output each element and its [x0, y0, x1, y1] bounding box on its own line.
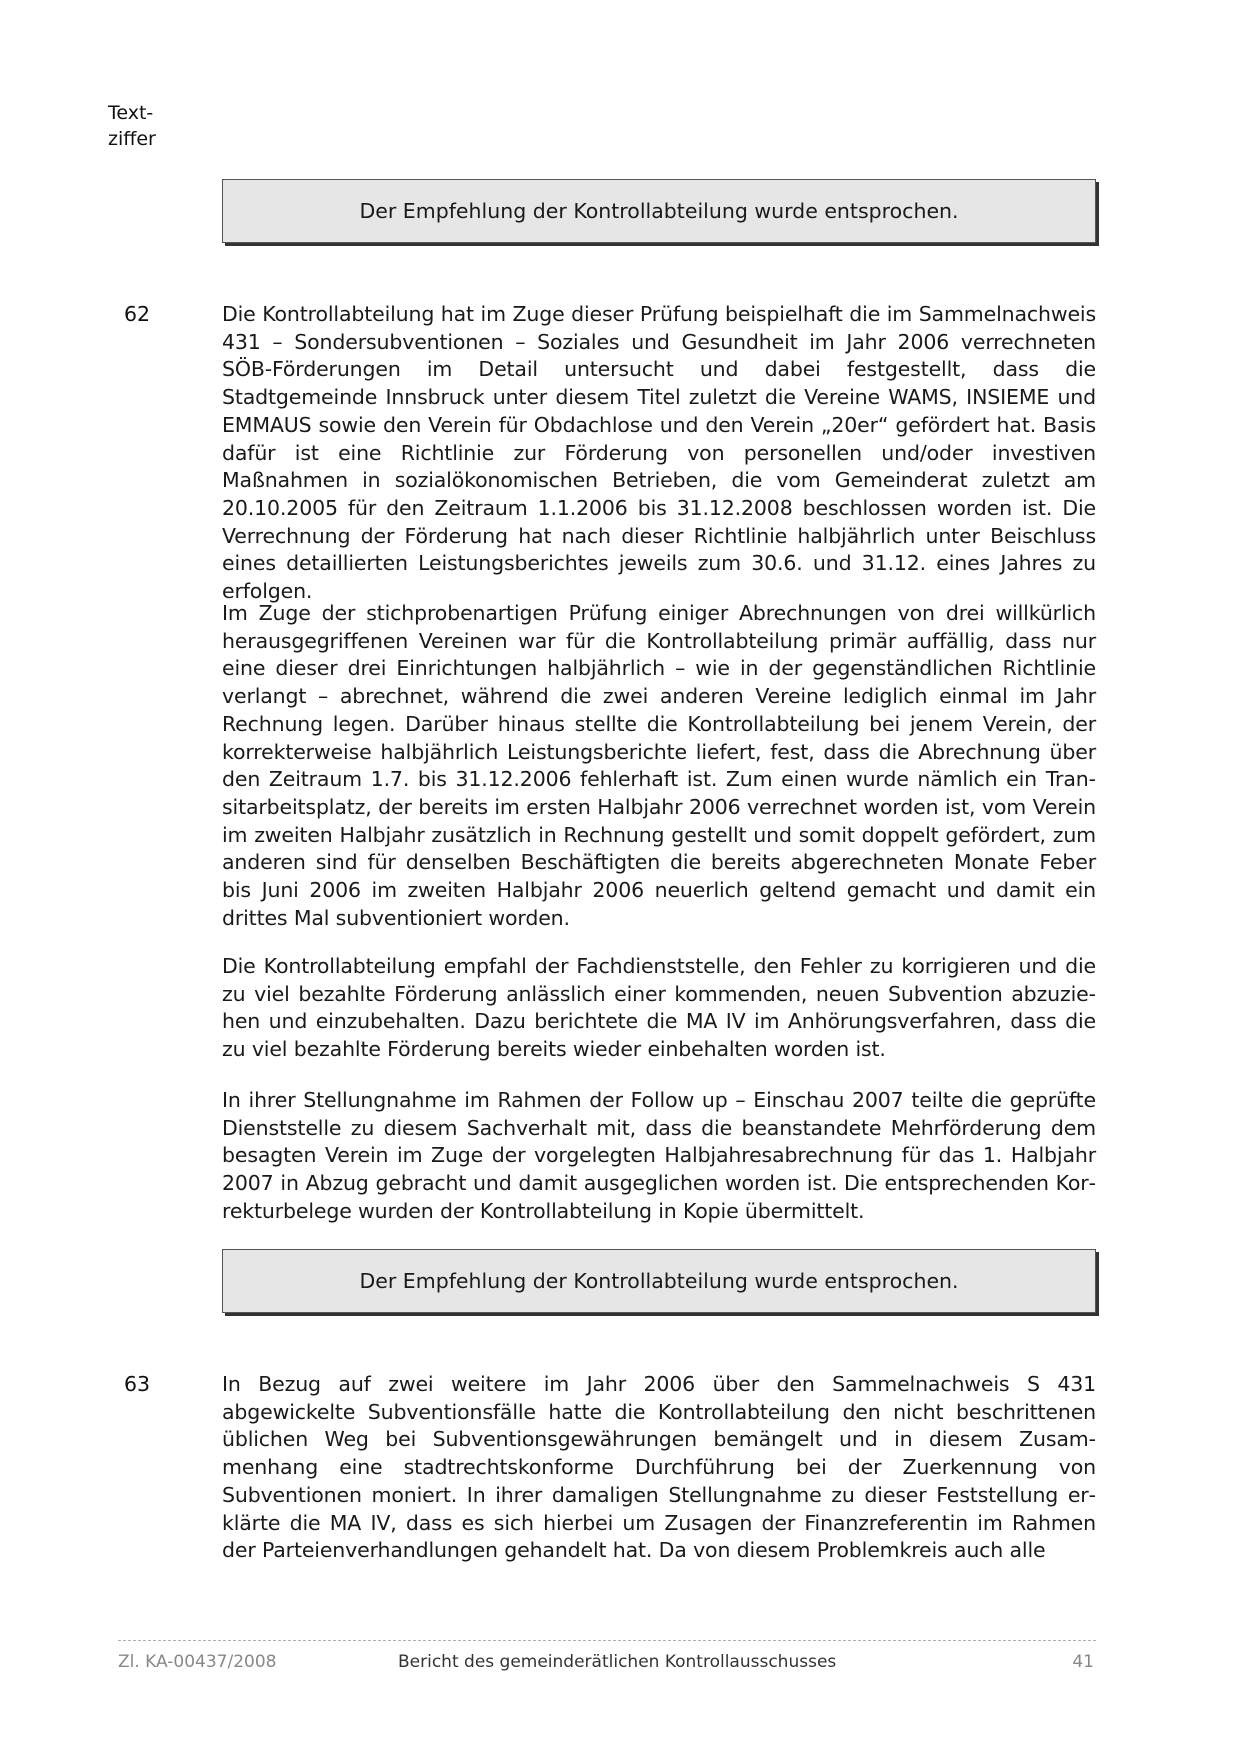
footer-divider — [118, 1640, 1096, 1641]
section-62-paragraph-4: In ihrer Stellungnahme im Rahmen der Follow up – Einschau 2007 teilte die geprüfte Dienststelle zu diesem Sachverhalt mit, dass die beanstandete Mehrförderung dem besagten Verein im Zuge der vorgelegten Halbjahresabrechnung für das 1. Halbjahr 2007 in Abzug gebracht und damit ausgeglichen worden ist. Die entsprechenden Korrekturbelege wurden der Kontrollabteilung in Kopie übermittelt. — [222, 1088, 1096, 1223]
recommendation-box-2: Der Empfehlung der Kontrollabteilung wurde entsprochen. — [222, 1249, 1096, 1313]
margin-label-line1: Text- — [108, 102, 154, 124]
section-63-paragraph-1: In Bezug auf zwei weitere im Jahr 2006 über den Sammelnachweis S 431 abgewickelte Subventionsfälle hatte die Kontrollabteilung den nicht beschrittenen üblichen Weg bei Subventionsgewährungen bemängelt und in diesem Zusammenhang eine stadtrechtskonforme Durchführung bei der Zuerkennung von Subventionen moniert. In ihrer damaligen Stellungnahme zu dieser Feststellung erklärte die MA IV, dass es sich hierbei um Zusagen der Finanzreferentin im Rahmen der Parteienverhandlungen gehandelt hat. Da von diesem Problemkreis auch alle — [222, 1372, 1096, 1563]
footer-title: Bericht des gemeinderätlichen Kontrollausschusses — [398, 1652, 837, 1672]
section-62-paragraph-1: Die Kontrollabteilung hat im Zuge dieser Prüfung beispielhaft die im Sammelnachweis 431 – Sondersubventionen – Soziales und Gesundheit im Jahr 2006 verrechneten SÖB-Förderungen im Detail untersucht und dabei festgestellt, dass die Stadtgemeinde Innsbruck unter diesem Titel zuletzt die Vereine WAMS, INSIEME und EMMAUS sowie den Verein für Obdachlose und den Verein „20er“ gefördert hat. Basis dafür ist eine Richtlinie zur Förderung von personellen und/oder investiven Maßnahmen in sozialökonomischen Betrieben, die vom Gemeinderat zuletzt am 20.10.2005 für den Zeitraum 1.1.2006 bis 31.12.2008 beschlossen worden ist. Die Verrechnung der Förderung hat nach dieser Richtlinie halbjährlich unter Beischluss eines detaillierten Leistungsberichtes jeweils zum 30.6. und 31.12. eines Jahres zu erfolgen. — [222, 302, 1096, 604]
margin-label-line2: ziffer — [108, 128, 156, 150]
margin-label-textziffer — [108, 100, 156, 152]
section-62-paragraph-3: Die Kontrollabteilung empfahl der Fachdienststelle, den Fehler zu korrigieren und die zu viel bezahlte Förderung anlässlich einer kommenden, neuen Subvention abzuziehen und einzubehalten. Dazu berichtete die MA IV im Anhörungsverfahren, dass die zu viel bezahlte Förderung bereits wieder einbehalten worden ist. — [222, 954, 1096, 1062]
footer-reference: Zl. KA-00437/2008 — [118, 1652, 277, 1672]
recommendation-box-1: Der Empfehlung der Kontrollabteilung wurde entsprochen. — [222, 179, 1096, 243]
section-number-63: 63 — [124, 1372, 151, 1396]
section-62-paragraph-2: Im Zuge der stichprobenartigen Prüfung einiger Abrechnungen von drei willkürlich herausgegriffenen Vereinen war für die Kontrollabteilung primär auffällig, dass nur eine dieser drei Einrichtungen halbjährlich – wie in der gegenständlichen Richtlinie verlangt – abrechnet, während die zwei anderen Vereine lediglich einmal im Jahr Rechnung legen. Darüber hinaus stellte die Kontrollabteilung bei jenem Verein, der korrekterweise halbjährlich Leistungsberichte liefert, fest, dass die Abrechnung über den Zeitraum 1.7. bis 31.12.2006 fehlerhaft ist. Zum einen wurde nämlich ein Transitarbeitsplatz, der bereits im ersten Halbjahr 2006 verrechnet worden ist, vom Verein im zweiten Halbjahr zusätzlich in Rechnung gestellt und somit doppelt gefördert, zum anderen sind für denselben Beschäftigten die bereits abgerechneten Monate Feber bis Juni 2006 im zweiten Halbjahr 2006 neuerlich geltend gemacht und damit ein drittes Mal subventioniert worden. — [222, 601, 1096, 930]
page-number: 41 — [1072, 1652, 1094, 1672]
section-number-62: 62 — [124, 302, 151, 326]
